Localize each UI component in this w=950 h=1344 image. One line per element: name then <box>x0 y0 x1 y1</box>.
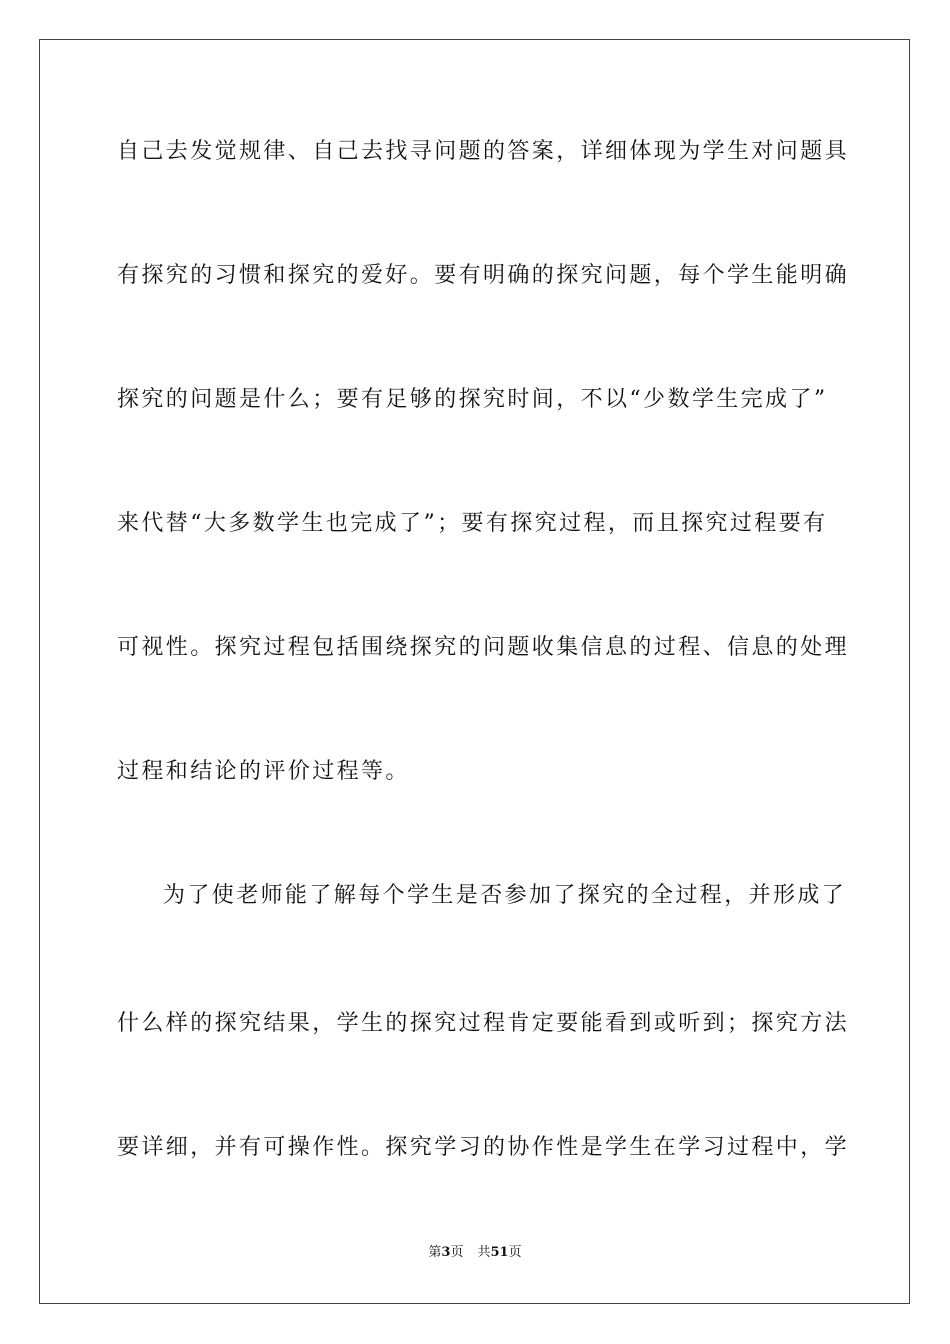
text-line-4: 来代替“大多数学生也完成了”；要有探究过程，而且探究过程要有 <box>117 511 828 536</box>
paragraph-2-line-2: 什么样的探究结果，学生的探究过程肯定要能看到或听到；探究方法 <box>117 1011 850 1036</box>
paragraph-2-line-3: 要详细，并有可操作性。探究学习的协作性是学生在学习过程中，学 <box>117 1135 850 1160</box>
text-line-2: 有探究的习惯和探究的爱好。要有明确的探究问题，每个学生能明确 <box>117 263 850 288</box>
text-line-5: 可视性。探究过程包括围绕探究的问题收集信息的过程、信息的处理 <box>117 635 850 660</box>
text-line-6: 过程和结论的评价过程等。 <box>117 759 410 784</box>
total-pages: 51 <box>490 1245 509 1260</box>
page-frame <box>39 39 910 1304</box>
page-prefix: 第 <box>428 1245 442 1260</box>
page-number: 3 <box>441 1245 451 1260</box>
page-suffix: 页 <box>450 1245 464 1260</box>
total-suffix: 页 <box>508 1245 522 1260</box>
paragraph-2-line-1: 为了使老师能了解每个学生是否参加了探究的全过程，并形成了 <box>163 883 847 908</box>
page-footer <box>0 1244 950 1262</box>
total-prefix: 共 <box>477 1245 491 1260</box>
text-line-1: 自己去发觉规律、自己去找寻问题的答案，详细体现为学生对问题具 <box>117 139 850 164</box>
text-line-3: 探究的问题是什么；要有足够的探究时间，不以“少数学生完成了” <box>117 387 828 412</box>
